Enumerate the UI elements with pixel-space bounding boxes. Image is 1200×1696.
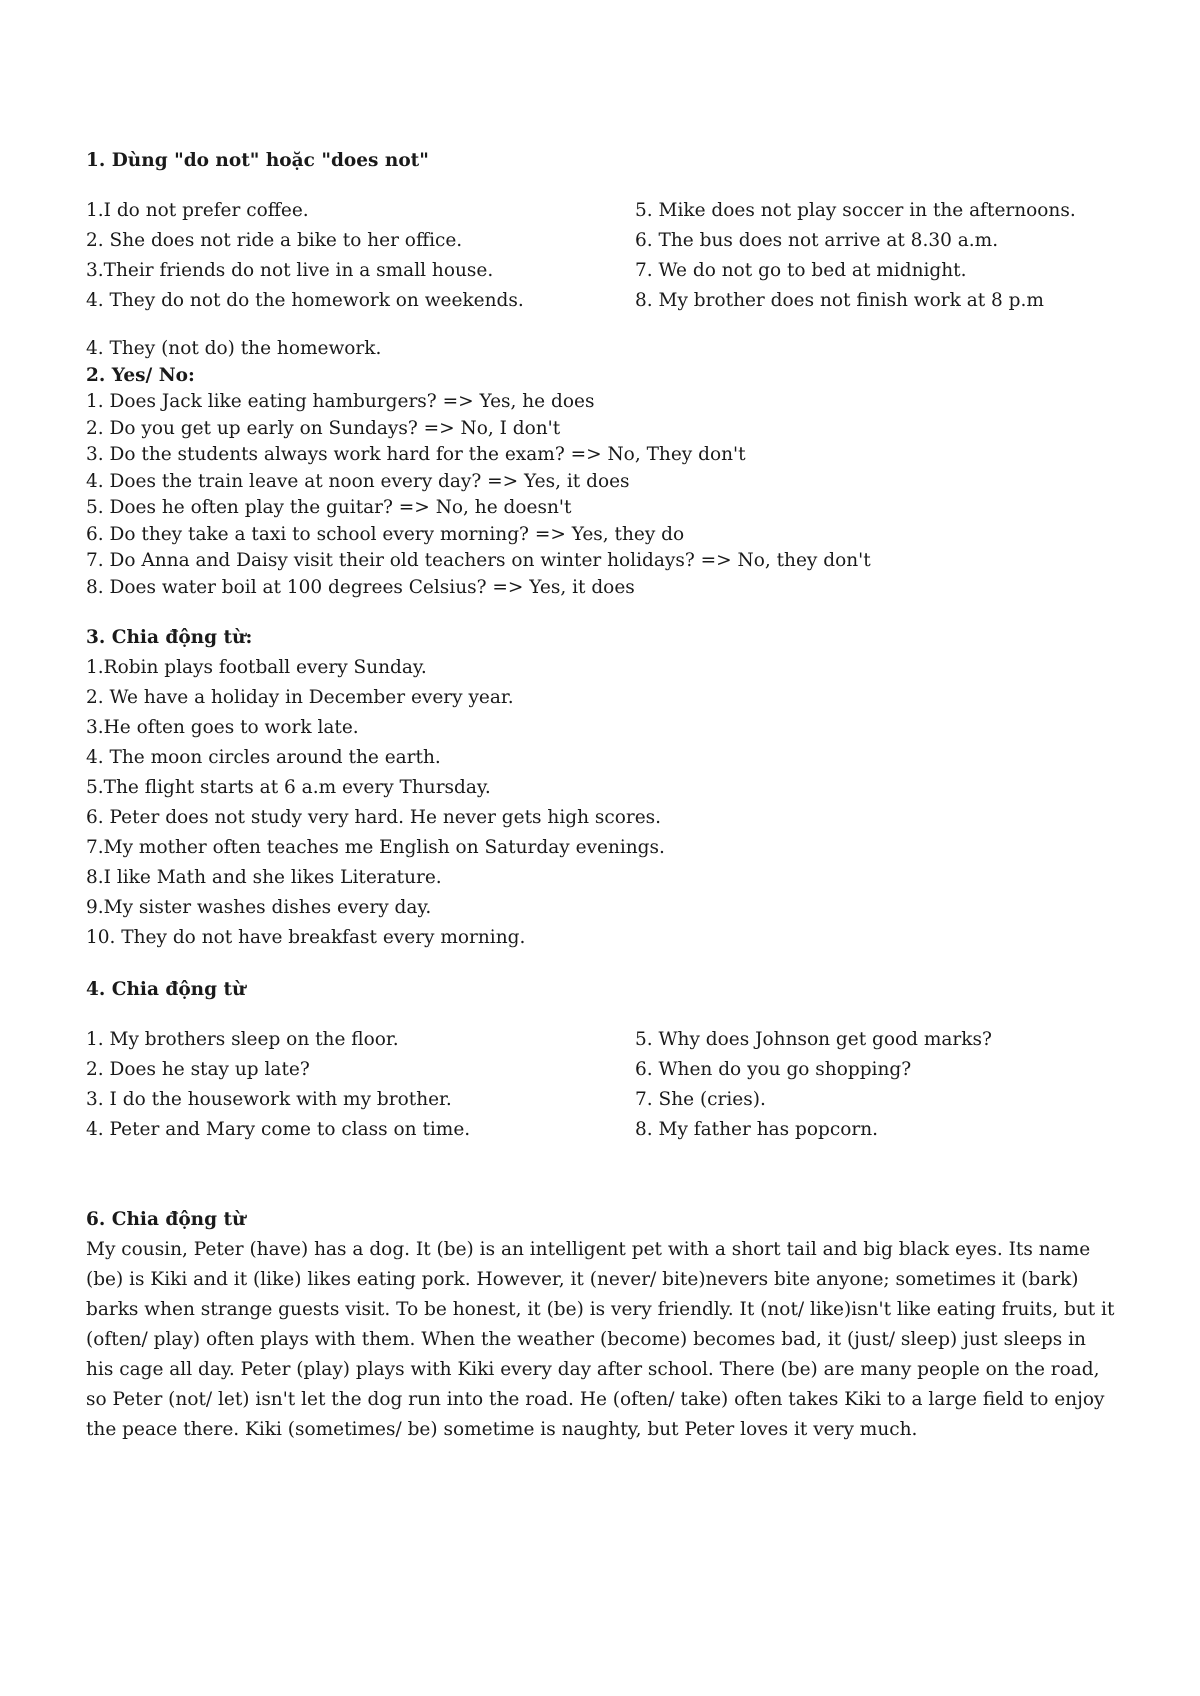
list-item: 1.I do not prefer coffee. — [86, 200, 309, 221]
section-4-right-column — [635, 1025, 1116, 1145]
list-item: 6. When do you go shopping? — [635, 1059, 912, 1080]
list-item: 2. She does not ride a bike to her office. — [86, 230, 463, 251]
section-6-paragraph: My cousin, Peter (have) has a dog. It (be) is an intelligent pet with a short tail and big black eyes. Its name (be) is Kiki and it (like) likes eating pork. However, it (never/ bite)nevers bite anyone; sometimes it (bark) barks when strange guests visit. To be honest, it (be) is very friendly. It (not/ like)isn't like eating fruits, but it (often/ play) often plays with them. When the weather (become) becomes bad, it (just/ sleep) just sleeps in his cage all day. Peter (play) plays with Kiki every day after school. There (be) are many people on the road, so Peter (not/ let) isn't let the dog run into the road. He (often/ take) often takes Kiki to a large field to enjoy the peace there. Kiki (sometimes/ be) sometime is naughty, but Peter loves it very much. — [86, 1239, 1115, 1440]
list-item: 1. My brothers sleep on the floor. — [86, 1029, 399, 1050]
list-item: 2. We have a holiday in December every year. — [86, 687, 514, 708]
list-item: 6. Peter does not study very hard. He never gets high scores. — [86, 807, 662, 828]
list-item: 1.Robin plays football every Sunday. — [86, 657, 427, 678]
list-item: 4. Does the train leave at noon every day? => Yes, it does — [86, 470, 630, 492]
section-2-heading: 2. Yes/ No: — [86, 364, 195, 386]
section-1-answers — [86, 196, 1116, 316]
list-item: 3.Their friends do not live in a small house. — [86, 260, 494, 281]
list-item: 10. They do not have breakfast every morning. — [86, 927, 526, 948]
section-3-heading: 3. Chia động từ: — [86, 627, 253, 648]
section-1-extra-line: 4. They (not do) the homework. — [86, 338, 382, 359]
list-item: 6. The bus does not arrive at 8.30 a.m. — [635, 230, 999, 251]
section-4-left-column — [86, 1025, 635, 1145]
list-item: 5. Mike does not play soccer in the afternoons. — [635, 200, 1076, 221]
section-4-answers — [86, 1025, 1116, 1145]
document-page — [86, 146, 1116, 1445]
list-item: 8. My brother does not finish work at 8 p.m — [635, 290, 1044, 311]
section-1-left-column — [86, 196, 635, 316]
list-item: 5. Why does Johnson get good marks? — [635, 1029, 992, 1050]
list-item: 1. Does Jack like eating hamburgers? => Yes, he does — [86, 391, 595, 412]
list-item: 4. The moon circles around the earth. — [86, 747, 441, 768]
list-item: 9.My sister washes dishes every day. — [86, 897, 432, 918]
list-item: 3. Do the students always work hard for the exam? => No, They don't — [86, 444, 746, 465]
list-item: 8.I like Math and she likes Literature. — [86, 867, 442, 888]
list-item: 7. We do not go to bed at midnight. — [635, 260, 967, 281]
list-item: 8. Does water boil at 100 degrees Celsius? => Yes, it does — [86, 576, 635, 598]
list-item: 2. Does he stay up late? — [86, 1059, 310, 1080]
list-item: 7. She (cries). — [635, 1089, 766, 1110]
list-item: 2. Do you get up early on Sundays? => No, I don't — [86, 417, 561, 439]
list-item: 4. They do not do the homework on weekends. — [86, 290, 524, 311]
section-6-heading: 6. Chia động từ — [86, 1209, 246, 1230]
list-item: 8. My father has popcorn. — [635, 1119, 878, 1140]
section-1-heading: 1. Dùng "do not" hoặc "does not" — [86, 150, 429, 171]
list-item: 6. Do they take a taxi to school every morning? => Yes, they do — [86, 523, 685, 545]
list-item: 5.The flight starts at 6 a.m every Thursday. — [86, 777, 491, 798]
list-item: 7.My mother often teaches me English on Saturday evenings. — [86, 837, 665, 858]
list-item: 4. Peter and Mary come to class on time. — [86, 1119, 471, 1140]
list-item: 3. I do the housework with my brother. — [86, 1089, 452, 1110]
section-4-heading: 4. Chia động từ — [86, 979, 246, 1000]
list-item: 3.He often goes to work late. — [86, 717, 359, 738]
list-item: 7. Do Anna and Daisy visit their old teachers on winter holidays? => No, they don't — [86, 550, 871, 571]
section-1-right-column — [635, 196, 1116, 316]
list-item: 5. Does he often play the guitar? => No, he doesn't — [86, 497, 572, 518]
